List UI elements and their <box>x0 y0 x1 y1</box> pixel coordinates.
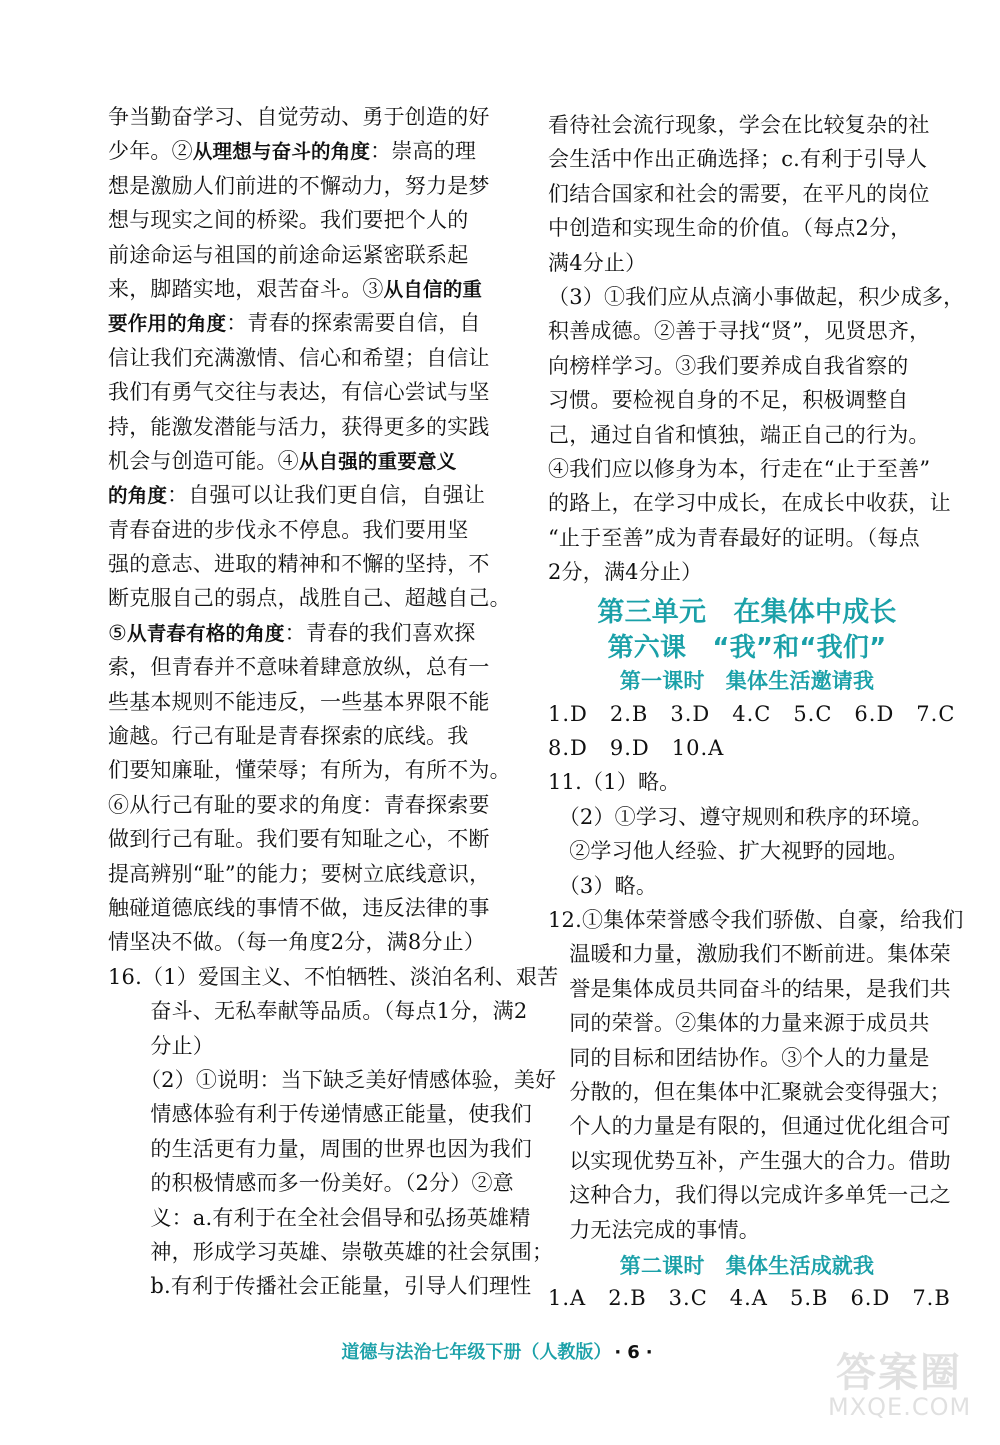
text-line <box>108 1132 532 1166</box>
text-line: （3）①我们应从点滴小事做起，积少成多， <box>548 284 965 309</box>
text-run: ：青春的我们喜欢探 <box>284 620 476 645</box>
text-line <box>108 581 511 615</box>
text-line <box>108 822 496 856</box>
text-line: 满4分止） <box>548 250 647 275</box>
bold-phrase: 从理想与奋斗的角度 <box>192 140 371 164</box>
text-line <box>108 1097 532 1131</box>
text-run: 义：a.有利于在全社会倡导和弘扬英雄精 <box>108 1205 531 1230</box>
text-line: 以实现优势互补，产生强大的合力。借助 <box>548 1148 951 1173</box>
text-run: 触碰道德底线的事情不做，违反法律的事 <box>108 895 490 920</box>
text-run: ⑤ <box>108 620 128 645</box>
bold-phrase: 要作用的角度 <box>108 312 227 336</box>
text-line <box>108 272 496 306</box>
text-line <box>108 650 496 684</box>
text-line <box>108 238 496 272</box>
text-line: 温暖和力量，激励我们不断前进。集体荣 <box>548 942 951 967</box>
text-line <box>108 169 496 203</box>
period-two-answers <box>548 1281 951 1315</box>
text-line <box>108 134 496 168</box>
text-run: 断克服自己的弱点，战胜自己、超越自己。 <box>108 586 511 611</box>
text-run: 青春奋进的步伐永不停息。我们要用坚 <box>108 517 469 542</box>
text-run: 想是激励人们前进的不懈动力，努力是梦 <box>108 173 490 198</box>
text-run: ：自强可以让我们更自信，自强让 <box>167 483 486 508</box>
period-one-answers <box>548 697 964 1247</box>
unit-heading: 第三单元 在集体中成长 <box>597 597 897 629</box>
text-line: 向榜样学习。③我们要养成自我省察的 <box>548 353 909 378</box>
text-line <box>108 306 496 340</box>
text-line <box>108 753 511 787</box>
text-run: 16.（1）爱国主义、不怕牺牲、淡泊名利、艰苦 <box>108 964 559 989</box>
text-line <box>108 341 496 375</box>
text-line: ④我们应以修身为本，行走在“止于至善” <box>548 456 931 481</box>
text-line: 力无法完成的事情。 <box>548 1217 760 1242</box>
text-run: 情坚决不做。（每一角度2分，满8分止） <box>108 930 486 955</box>
text-line <box>108 1269 532 1303</box>
text-line <box>108 100 496 134</box>
text-line: 们结合国家和社会的需要，在平凡的岗位 <box>548 181 930 206</box>
text-line <box>108 478 496 512</box>
text-run: 争当勤奋学习、自觉劳动、勇于创造的好 <box>108 105 490 129</box>
text-run: 少年。② <box>108 139 193 164</box>
text-line: ②学习他人经验、扩大视野的园地。 <box>548 839 909 864</box>
text-line <box>108 960 559 994</box>
text-run: 想与现实之间的桥梁。我们要把个人的 <box>108 208 469 233</box>
text-line: 的路上，在学习中成长，在成长中收获，让 <box>548 491 951 516</box>
text-line: （2）①学习、遵守规则和秩序的环境。 <box>548 804 933 829</box>
bold-phrase: 从自强的重要意义 <box>298 449 457 473</box>
page-number: ·6· <box>614 1342 659 1363</box>
text-line: 1.A 2.B 3.C 4.A 5.B 6.D 7.B <box>548 1286 951 1311</box>
text-line <box>108 891 496 925</box>
text-line: 誉是集体成员共同奋斗的结果，是我们共 <box>548 976 951 1001</box>
text-line: 中创造和实现生命的价值。（每点2分， <box>548 216 912 241</box>
text-run: 索，但青春并不意味着肆意放纵，总有一 <box>108 655 490 680</box>
text-line: 12.①集体荣誉感令我们骄傲、自豪，给我们 <box>548 907 964 932</box>
text-line <box>108 616 496 650</box>
text-line <box>108 1166 514 1200</box>
text-run: 的生活更有力量，周围的世界也因为我们 <box>108 1136 532 1161</box>
text-run: 我们有勇气交往与表达，有信心尝试与坚 <box>108 380 490 405</box>
text-run: 机会与创造可能。④ <box>108 448 299 473</box>
text-run: 持，能激发潜能与活力，获得更多的实践 <box>108 414 490 439</box>
text-run: 奋斗、无私奉献等品质。（每点1分，满2 <box>108 999 528 1024</box>
text-line <box>108 1029 496 1063</box>
text-run: 神，形成学习英雄、崇敬英雄的社会氛围； <box>108 1239 554 1264</box>
text-line: 会生活中作出正确选择；c.有利于引导人 <box>548 147 928 172</box>
text-line: 分散的，但在集体中汇聚就会变得强大； <box>548 1079 951 1104</box>
text-line: “止于至善”成为青春最好的证明。（每点 <box>548 525 920 550</box>
text-line: 这种合力，我们得以完成许多单凭一己之 <box>548 1183 951 1208</box>
watermark-url: MXQE.COM <box>828 1393 972 1421</box>
text-line: 同的荣誉。②集体的力量来源于成员共 <box>548 1011 930 1036</box>
text-run: 提高辨别“耻”的能力；要树立底线意识， <box>108 861 491 886</box>
book-title: 道德与法治七年级下册（人教版） <box>341 1342 603 1363</box>
text-line <box>108 1201 531 1235</box>
text-line: 己，通过自省和慎独，端正自己的行为。 <box>548 422 930 447</box>
watermark-logo <box>822 1341 982 1431</box>
period-one-heading: 第一课时 集体生活邀请我 <box>619 669 875 694</box>
text-line: 积善成德。②善于寻找“贤”，见贤思齐， <box>548 319 931 344</box>
text-run: 分止） <box>108 1033 214 1058</box>
text-line: 看待社会流行现象，学会在比较复杂的社 <box>548 113 930 137</box>
text-line <box>108 203 496 237</box>
bold-phrase: 的角度 <box>108 484 168 508</box>
text-run: b.有利于传播社会正能量，引导人们理性 <box>108 1274 532 1299</box>
text-line: 个人的力量是有限的，但通过优化组合可 <box>548 1114 951 1139</box>
text-run: （2）①说明：当下缺乏美好情感体验，美好 <box>108 1067 557 1092</box>
text-line <box>108 685 496 719</box>
text-line: 2分，满4分止） <box>548 560 703 585</box>
text-line <box>108 513 496 547</box>
answer-block-continued <box>548 108 965 589</box>
text-line <box>108 1063 557 1097</box>
text-run: 做到行己有耻。我们要有知耻之心，不断 <box>108 827 490 852</box>
left-column <box>108 100 559 1304</box>
text-run: 逾越。行己有耻是青春探索的底线。我 <box>108 724 469 749</box>
text-run: 的积极情感而多一份美好。（2分）②意 <box>108 1171 514 1196</box>
right-column <box>548 108 965 1316</box>
text-line <box>108 1235 554 1269</box>
period-two-heading: 第二课时 集体生活成就我 <box>619 1253 875 1278</box>
text-line <box>108 410 496 444</box>
text-line: 习惯。要检视自身的不足，积极调整自 <box>548 388 909 413</box>
text-line <box>108 925 496 959</box>
text-run: 信让我们充满激情、信心和希望；自信让 <box>108 345 490 370</box>
text-line: （3）略。 <box>548 873 658 898</box>
text-run: ：崇高的理 <box>370 139 477 164</box>
bold-phrase: 从自信的重 <box>383 277 483 301</box>
text-run: ⑥从行己有耻的要求的角度：青春探索要 <box>108 792 490 817</box>
text-line <box>108 375 496 409</box>
text-line: 同的目标和团结协作。③个人的力量是 <box>548 1045 930 1070</box>
text-line <box>108 788 496 822</box>
text-run: 来，脚踏实地，艰苦奋斗。③ <box>108 276 384 301</box>
text-line <box>108 547 496 581</box>
text-run: 们要知廉耻，懂荣辱；有所为，有所不为。 <box>108 758 511 783</box>
text-run: 前途命运与祖国的前途命运紧密联系起 <box>108 242 469 267</box>
text-line <box>108 857 496 891</box>
text-run: 些基本规则不能违反，一些基本界限不能 <box>108 689 490 714</box>
text-run: 强的意志、进取的精神和不懈的坚持，不 <box>108 552 490 577</box>
watermark-text: 答案圈 <box>836 1350 962 1396</box>
text-line <box>108 994 528 1028</box>
text-line: 1.D 2.B 3.D 4.C 5.C 6.D 7.C <box>548 701 956 726</box>
text-run: 情感体验有利于传递情感正能量，使我们 <box>108 1102 532 1127</box>
text-run: ：青春的探索需要自信，自 <box>226 311 481 336</box>
text-line: 11.（1）略。 <box>548 770 681 795</box>
text-line <box>108 719 496 753</box>
text-line <box>108 444 496 478</box>
lesson-heading: 第六课 “我”和“我们” <box>607 632 887 663</box>
bold-phrase: 从青春有格的角度 <box>127 621 285 645</box>
text-line: 8.D 9.D 10.A <box>548 736 725 761</box>
